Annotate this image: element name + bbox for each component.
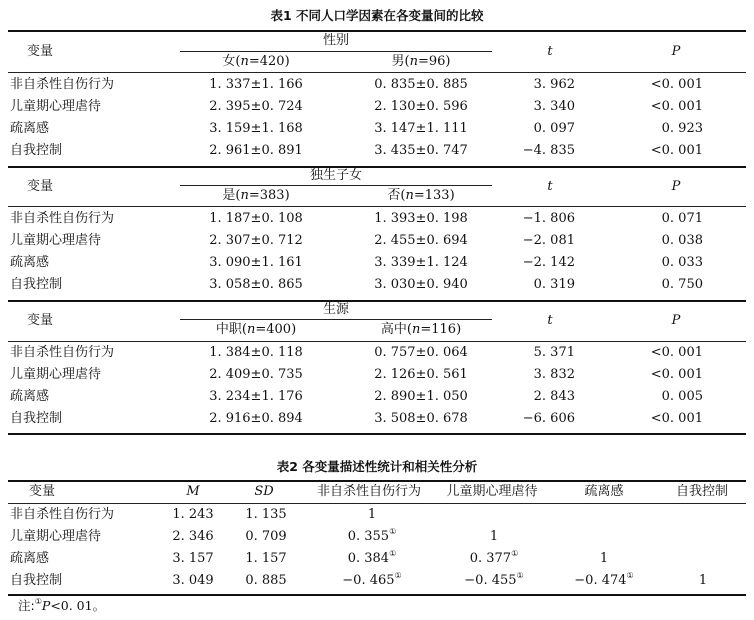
table2-footnote: 注:①P<0. 01。 xyxy=(18,597,106,613)
table1-caption: 表1 不同人口学因素在各变量间的比较 xyxy=(270,8,484,23)
row-label: 自我控制 xyxy=(10,143,63,158)
var-header: 变量 xyxy=(26,179,54,194)
t-header: t xyxy=(547,179,553,194)
group2-value: 3. 147±1. 111 xyxy=(374,121,468,136)
row-label: 儿童期心理虐待 xyxy=(10,367,102,382)
row-label: 疏离感 xyxy=(10,551,50,566)
group2-value: 3. 508±0. 678 xyxy=(374,411,468,426)
p-header: P xyxy=(671,44,681,59)
group2-value: 3. 435±0. 747 xyxy=(374,143,468,158)
group1-value: 1. 384±0. 118 xyxy=(209,345,303,360)
group2-value: 3. 030±0. 940 xyxy=(374,277,468,292)
sd-value: 1. 157 xyxy=(245,551,287,566)
group1-value: 3. 090±1. 161 xyxy=(209,255,303,270)
col-header-mean: M xyxy=(186,484,200,499)
var-header: 变量 xyxy=(26,313,54,328)
mean-value: 3. 157 xyxy=(172,551,214,566)
table2-top-rule xyxy=(8,480,746,482)
t-value: −1. 806 xyxy=(522,211,575,226)
group1-value: 2. 961±0. 891 xyxy=(209,143,303,158)
group1-value: 1. 337±1. 166 xyxy=(209,77,303,92)
group1-value: 2. 916±0. 894 xyxy=(209,411,303,426)
correlation-value: −0. 455① xyxy=(464,571,524,588)
t-value: 2. 843 xyxy=(533,389,575,404)
row-label: 自我控制 xyxy=(10,277,63,292)
row-label: 自我控制 xyxy=(10,573,63,588)
p-value: <0. 001 xyxy=(650,367,703,382)
p-value: 0. 033 xyxy=(661,255,703,270)
significance-marker: ① xyxy=(511,549,519,558)
t-value: −2. 142 xyxy=(522,255,575,270)
significance-marker: ① xyxy=(516,571,524,580)
mean-value: 3. 049 xyxy=(172,573,214,588)
col-header-childhood-abuse: 儿童期心理虐待 xyxy=(446,484,538,499)
t-value: −6. 606 xyxy=(522,411,575,426)
t-value: 0. 097 xyxy=(533,121,575,136)
group1-value: 3. 159±1. 168 xyxy=(209,121,303,136)
row-label: 疏离感 xyxy=(10,389,50,404)
p-value: 0. 005 xyxy=(661,389,703,404)
group1-value: 1. 187±0. 108 xyxy=(209,211,303,226)
correlation-value: 1 xyxy=(489,529,499,544)
group1-value: 2. 395±0. 724 xyxy=(209,99,303,114)
row-label: 非自杀性自伤行为 xyxy=(10,211,115,226)
group2-value: 2. 126±0. 561 xyxy=(374,367,468,382)
sub-header-1: 女(n=420) xyxy=(222,54,290,69)
row-label: 自我控制 xyxy=(10,411,63,426)
group1-value: 3. 234±1. 176 xyxy=(209,389,303,404)
p-value: <0. 001 xyxy=(650,345,703,360)
sub-header-2: 男(n=96) xyxy=(391,54,451,69)
correlation-value: 1 xyxy=(599,551,609,566)
significance-marker: ① xyxy=(389,549,397,558)
group-label: 性别 xyxy=(322,33,350,48)
group-rule xyxy=(180,51,492,52)
significance-marker: ① xyxy=(626,571,634,580)
group1-value: 2. 409±0. 735 xyxy=(209,367,303,382)
group2-value: 0. 835±0. 885 xyxy=(374,77,468,92)
correlation-value: 1 xyxy=(698,573,708,588)
correlation-value: 0. 355① xyxy=(347,527,397,544)
sub-header-1: 中职(n=400) xyxy=(215,322,297,337)
p-value: 0. 750 xyxy=(661,277,703,292)
t-value: 3. 832 xyxy=(533,367,575,382)
group2-value: 3. 339±1. 124 xyxy=(374,255,468,270)
sd-value: 1. 135 xyxy=(245,507,287,522)
p-value: 0. 038 xyxy=(661,233,703,248)
t-value: −2. 081 xyxy=(522,233,575,248)
col-header-alienation: 疏离感 xyxy=(584,484,624,499)
col-header-self-control: 自我控制 xyxy=(675,484,729,499)
var-header: 变量 xyxy=(26,44,54,59)
group2-value: 0. 757±0. 064 xyxy=(374,345,468,360)
sub-header-2: 高中(n=116) xyxy=(380,322,462,337)
p-value: <0. 001 xyxy=(650,99,703,114)
table2-header-rule xyxy=(8,503,746,504)
row-label: 非自杀性自伤行为 xyxy=(10,345,115,360)
row-label: 非自杀性自伤行为 xyxy=(10,77,115,92)
p-value: <0. 001 xyxy=(650,77,703,92)
significance-marker: ① xyxy=(394,571,402,580)
group1-value: 3. 058±0. 865 xyxy=(209,277,303,292)
sub-header-2: 否(n=133) xyxy=(387,188,455,203)
col-header-variable: 变量 xyxy=(28,484,56,499)
t-value: 3. 962 xyxy=(533,77,575,92)
t-value: −4. 835 xyxy=(522,143,575,158)
p-header: P xyxy=(671,313,681,328)
p-header: P xyxy=(671,179,681,194)
p-value: <0. 001 xyxy=(650,411,703,426)
header-bottom-rule xyxy=(8,341,746,342)
group-rule xyxy=(180,319,492,320)
p-value: 0. 071 xyxy=(661,211,703,226)
sd-value: 0. 885 xyxy=(245,573,287,588)
group-rule xyxy=(180,185,492,186)
block-separator xyxy=(8,166,746,168)
row-label: 儿童期心理虐待 xyxy=(10,99,102,114)
correlation-value: 0. 377① xyxy=(469,549,519,566)
group2-value: 2. 890±1. 050 xyxy=(374,389,468,404)
correlation-value: −0. 465① xyxy=(342,571,402,588)
group-label: 生源 xyxy=(322,302,350,317)
p-value: <0. 001 xyxy=(650,143,703,158)
sub-header-1: 是(n=383) xyxy=(222,188,290,203)
col-header-nssi: 非自杀性自伤行为 xyxy=(316,484,422,499)
table1-top-rule xyxy=(8,30,746,32)
group2-value: 1. 393±0. 198 xyxy=(374,211,468,226)
row-label: 非自杀性自伤行为 xyxy=(10,507,115,522)
correlation-value: 1 xyxy=(367,507,377,522)
header-bottom-rule xyxy=(8,72,746,73)
t-value: 5. 371 xyxy=(533,345,575,360)
group1-value: 2. 307±0. 712 xyxy=(209,233,303,248)
row-label: 疏离感 xyxy=(10,121,50,136)
mean-value: 2. 346 xyxy=(172,529,214,544)
group2-value: 2. 130±0. 596 xyxy=(374,99,468,114)
col-header-sd: SD xyxy=(254,484,274,499)
table2-caption: 表2 各变量描述性统计和相关性分析 xyxy=(276,459,478,474)
row-label: 疏离感 xyxy=(10,255,50,270)
table2-bottom-rule xyxy=(8,594,746,596)
significance-marker: ① xyxy=(389,527,397,536)
t-value: 3. 340 xyxy=(533,99,575,114)
header-bottom-rule xyxy=(8,206,746,207)
p-value: 0. 923 xyxy=(661,121,703,136)
group-label: 独生子女 xyxy=(309,168,363,183)
correlation-value: −0. 474① xyxy=(574,571,634,588)
block-separator xyxy=(8,300,746,302)
t-header: t xyxy=(547,44,553,59)
correlation-value: 0. 384① xyxy=(347,549,397,566)
mean-value: 1. 243 xyxy=(172,507,214,522)
sd-value: 0. 709 xyxy=(245,529,287,544)
group2-value: 2. 455±0. 694 xyxy=(374,233,468,248)
t-value: 0. 319 xyxy=(533,277,575,292)
row-label: 儿童期心理虐待 xyxy=(10,233,102,248)
table1-bottom-rule xyxy=(8,433,746,435)
t-header: t xyxy=(547,313,553,328)
row-label: 儿童期心理虐待 xyxy=(10,529,102,544)
